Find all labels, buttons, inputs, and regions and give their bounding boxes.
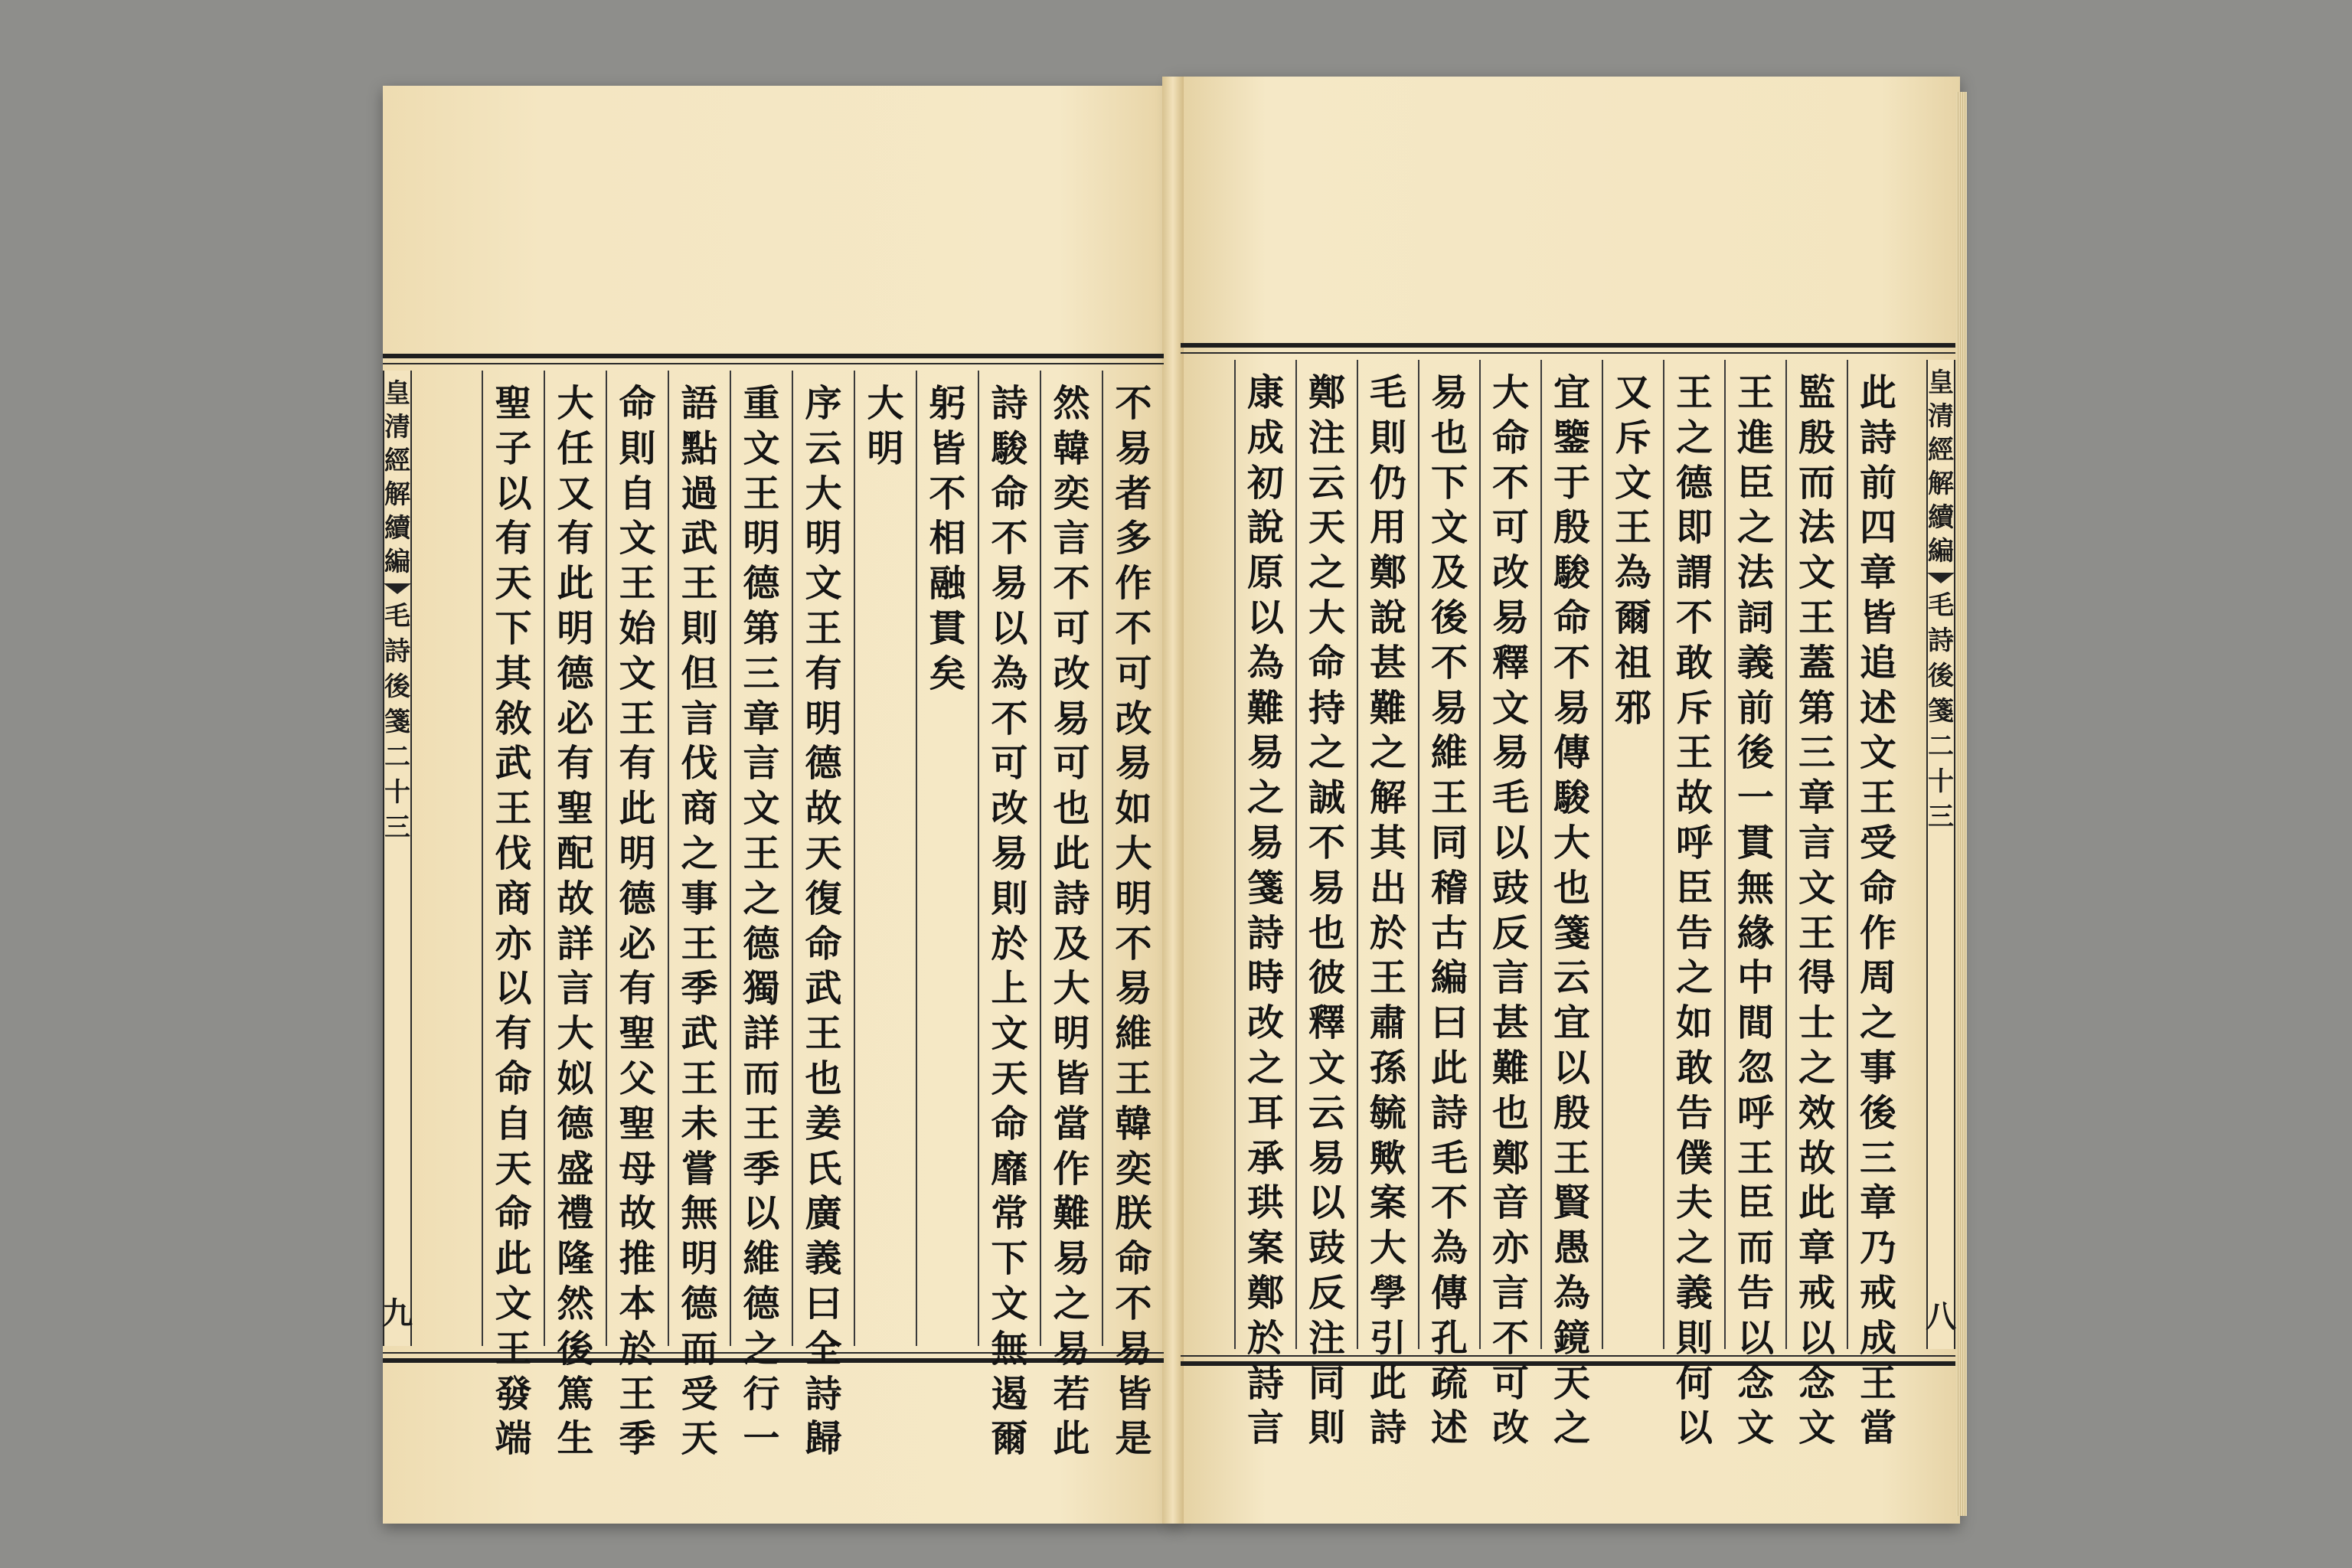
text-column: 聖 子 以 有 天 下 其 敘 武 王 伐 商 亦 以 有 命 自 天 命 此 文 王 發 端 bbox=[482, 371, 544, 1346]
text-column: 重 文 王 明 德 第 三 章 言 文 王 之 德 獨 詳 而 王 季 以 維 德 之 行 一 bbox=[730, 371, 792, 1346]
text-column: 詩 駿 命 不 易 以 為 不 可 改 易 則 於 上 文 天 命 靡 常 下 文 無 遏 爾 bbox=[978, 371, 1040, 1346]
section-title: 毛 詩 後 箋 二 十 三 bbox=[1928, 590, 1954, 832]
left-text-frame bbox=[382, 354, 1164, 1461]
text-column: 王 進 臣 之 法 詞 義 前 後 一 貫 無 緣 中 間 忽 呼 王 臣 而 告 以 念 文 bbox=[1724, 360, 1785, 1349]
leaf-number: 八 bbox=[1926, 1298, 1956, 1334]
text-column: 不 易 者 多 作 不 可 改 易 如 大 明 不 易 維 王 韓 奕 朕 命 不 易 皆 是 bbox=[1102, 371, 1164, 1346]
text-column: 康 成 初 說 原 以 為 難 易 之 易 箋 詩 時 改 之 耳 承 珙 案 鄭 於 詩 言 bbox=[1234, 360, 1295, 1349]
text-column: 命 則 自 文 王 始 文 王 有 此 明 德 必 有 聖 父 聖 母 故 推 本 於 王 季 bbox=[606, 371, 668, 1346]
text-column: 躬 皆 不 相 融 貫 矣 bbox=[916, 371, 978, 1346]
text-column: 大 明 bbox=[854, 371, 916, 1346]
leaf-number: 九 bbox=[382, 1295, 413, 1331]
book-title: 皇 清 經 解 續 編 bbox=[384, 378, 410, 577]
section-title: 毛 詩 後 箋 二 十 三 bbox=[384, 601, 410, 843]
right-text-columns bbox=[1246, 360, 1908, 1450]
book-title: 皇 清 經 解 續 編 bbox=[1928, 368, 1954, 567]
text-column: 鄭 注 云 天 之 大 命 持 之 誠 不 易 也 彼 釋 文 云 易 以 豉 反 注 同 則 bbox=[1295, 360, 1357, 1349]
right-margin-column bbox=[1926, 360, 1955, 1349]
text-column: 大 命 不 可 改 易 釋 文 易 毛 以 豉 反 言 甚 難 也 鄭 音 亦 言 不 可 改 bbox=[1479, 360, 1540, 1349]
text-column: 易 也 下 文 及 後 不 易 維 王 同 稽 古 編 曰 此 詩 毛 不 為 傳 孔 疏 述 bbox=[1418, 360, 1479, 1349]
text-column: 此 詩 前 四 章 皆 追 述 文 王 受 命 作 周 之 事 後 三 章 乃 戒 成 王 當 bbox=[1847, 360, 1908, 1349]
text-column: 大 任 又 有 此 明 德 必 有 聖 配 故 詳 言 大 姒 德 盛 禮 隆 然 後 篤 生 bbox=[544, 371, 606, 1346]
text-column: 毛 則 仍 用 鄭 說 甚 難 之 解 其 出 於 王 肅 孫 毓 歟 案 大 學 引 此 詩 bbox=[1357, 360, 1418, 1349]
text-column: 然 韓 奕 言 不 可 改 易 可 也 此 詩 及 大 明 皆 當 作 難 易 之 易 若 此 bbox=[1040, 371, 1102, 1346]
left-margin-column bbox=[383, 371, 412, 1346]
text-column: 監 殷 而 法 文 王 蓋 第 三 章 言 文 王 得 士 之 效 故 此 章 戒 以 念 文 bbox=[1785, 360, 1847, 1349]
fishtail-mark bbox=[1927, 573, 1955, 583]
text-column: 又 斥 文 王 為 爾 祖 邪 bbox=[1602, 360, 1663, 1349]
left-text-columns bbox=[420, 371, 1164, 1461]
text-column: 語 點 過 武 王 則 但 言 伐 商 之 事 王 季 武 王 未 嘗 無 明 德 而 受 天 bbox=[668, 371, 730, 1346]
text-column: 序 云 大 明 文 王 有 明 德 故 天 復 命 武 王 也 姜 氏 廣 義 曰 全 詩 歸 bbox=[792, 371, 854, 1346]
fishtail-mark bbox=[384, 583, 411, 594]
page-edges bbox=[1956, 92, 1967, 1516]
text-column: 王 之 德 即 謂 不 敢 斥 王 故 呼 臣 告 之 如 敢 告 僕 夫 之 義 則 何 以 bbox=[1663, 360, 1724, 1349]
text-column: 宜 鑒 于 殷 駿 命 不 易 傳 駿 大 也 箋 云 宜 以 殷 王 賢 愚 為 鏡 天 之 bbox=[1540, 360, 1602, 1349]
right-text-frame bbox=[1181, 343, 1956, 1450]
